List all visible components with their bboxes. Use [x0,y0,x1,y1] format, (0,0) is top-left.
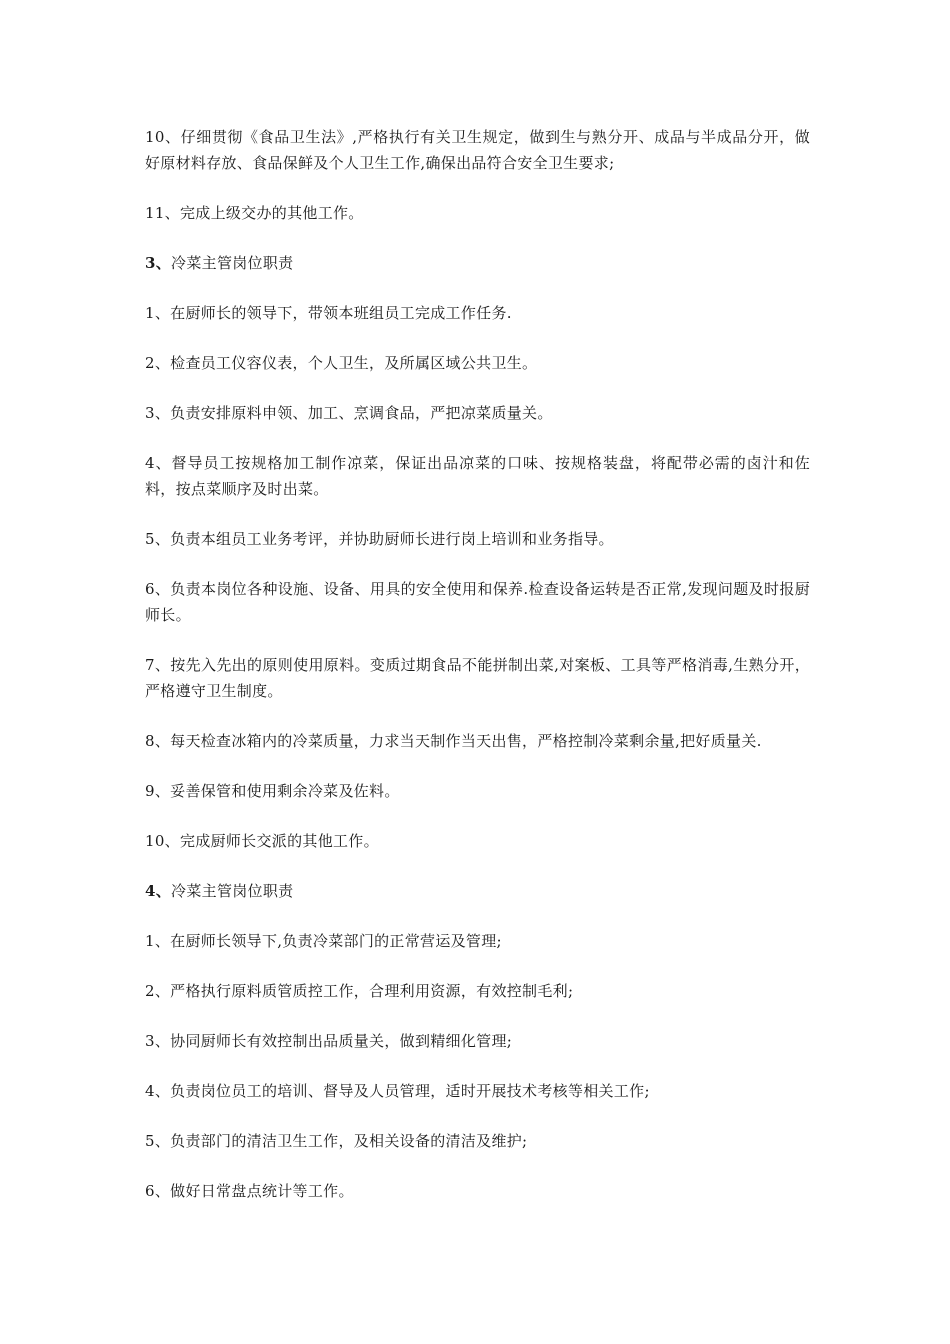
section-heading-4 [145,878,810,904]
paragraph: 10、仔细贯彻《食品卫生法》,严格执行有关卫生规定，做到生与熟分开、成品与半成品分开，做好原材料存放、食品保鲜及个人卫生工作,确保出品符合安全卫生要求; [145,128,810,172]
heading-number: 3、 [145,254,172,272]
paragraph: 5、负责部门的清洁卫生工作，及相关设备的清洁及维护; [145,1132,528,1150]
paragraph: 6、负责本岗位各种设施、设备、用具的安全使用和保养.检查设备运转是否正常,发现问题及时报厨师长。 [145,580,810,624]
paragraph: 1、在厨师长领导下,负责冷菜部门的正常营运及管理; [145,932,502,950]
paragraph: 2、检查员工仪容仪表，个人卫生，及所属区域公共卫生。 [145,354,538,372]
paragraph: 3、协同厨师长有效控制出品质量关，做到精细化管理; [145,1032,513,1050]
paragraph: 5、负责本组员工业务考评，并协助厨师长进行岗上培训和业务指导。 [145,530,614,548]
paragraph: 2、严格执行原料质管质控工作，合理利用资源，有效控制毛利; [145,982,574,1000]
section-heading-3 [145,250,810,276]
paragraph: 3、负责安排原料申领、加工、烹调食品，严把凉菜质量关。 [145,404,553,422]
heading-number: 4、 [145,882,172,900]
paragraph: 10、完成厨师长交派的其他工作。 [145,832,379,850]
document-body [145,124,810,1204]
paragraph: 7、按先入先出的原则使用原料。变质过期食品不能拼制出菜,对案板、工具等严格消毒,生熟分开，严格遵守卫生制度。 [145,656,810,700]
paragraph: 11、完成上级交办的其他工作。 [145,204,364,222]
paragraph: 4、督导员工按规格加工制作凉菜，保证出品凉菜的口味、按规格装盘，将配带必需的卤汁和佐料，按点菜顺序及时出菜。 [145,454,810,498]
paragraph: 6、做好日常盘点统计等工作。 [145,1182,354,1200]
paragraph: 4、负责岗位员工的培训、督导及人员管理，适时开展技术考核等相关工作; [145,1082,650,1100]
paragraph: 1、在厨师长的领导下，带领本班组员工完成工作任务. [145,304,512,322]
paragraph: 8、每天检查冰箱内的冷菜质量，力求当天制作当天出售，严格控制冷菜剩余量,把好质量关. [145,732,762,750]
paragraph: 9、妥善保管和使用剩余冷菜及佐料。 [145,782,400,800]
heading-text: 冷菜主管岗位职责 [171,254,294,272]
heading-text: 冷菜主管岗位职责 [171,882,294,900]
